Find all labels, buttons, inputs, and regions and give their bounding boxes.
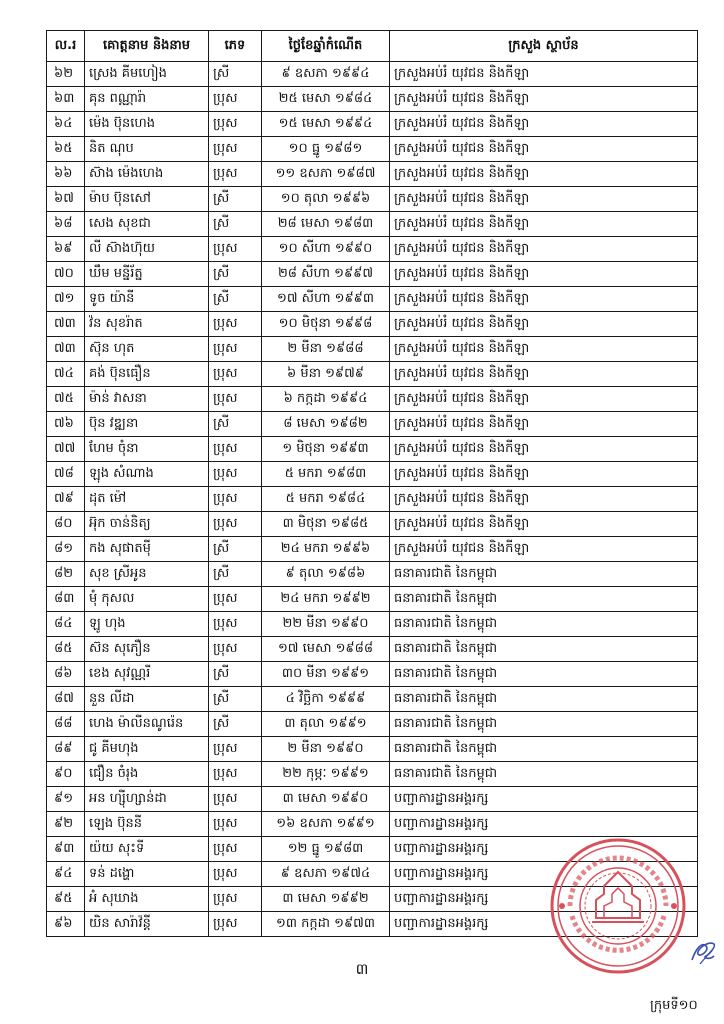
cell-name: ហែម ចុំនា — [85, 437, 209, 462]
cell-name: ទូច យ៉ានី — [85, 287, 209, 312]
cell-org: ក្រសួងអប់រំ យុវជន និងកីឡា — [390, 437, 698, 462]
cell-dob: ២២ មីនា ១៩៩០ — [262, 612, 390, 637]
cell-sex: ប្រុស — [209, 112, 262, 137]
cell-org: ក្រសួងអប់រំ យុវជន និងកីឡា — [390, 537, 698, 562]
cell-dob: ៨ មេសា ១៩៨២ — [262, 412, 390, 437]
cell-dob: ៥ មករា ១៩៨៣ — [262, 462, 390, 487]
cell-name: ទន់ ដង្ហោ — [85, 862, 209, 887]
cell-no: ៩៦ — [47, 912, 85, 937]
table-row — [47, 337, 698, 362]
cell-dob: ៣ តុលា ១៩៩១ — [262, 712, 390, 737]
cell-dob: ៦ មីនា ១៩៧៩ — [262, 362, 390, 387]
cell-no: ៩៣ — [47, 837, 85, 862]
table-row — [47, 537, 698, 562]
cell-name: ឡុង សំណាង — [85, 462, 209, 487]
cell-org: បញ្ជាការដ្ឋានអង្គរក្ស — [390, 812, 698, 837]
cell-dob: ៥ មករា ១៩៨៤ — [262, 487, 390, 512]
cell-name: ម៉ាន់ វាសនា — [85, 387, 209, 412]
cell-sex: ប្រុស — [209, 362, 262, 387]
cell-no: ៨៤ — [47, 612, 85, 637]
cell-dob: ១៥ មេសា ១៩៩៤ — [262, 112, 390, 137]
table-row — [47, 112, 698, 137]
cell-org: ក្រសួងអប់រំ យុវជន និងកីឡា — [390, 487, 698, 512]
col-header-name: គោត្តនាម និងនាម — [85, 31, 209, 62]
table-row — [47, 787, 698, 812]
cell-dob: ១ មិថុនា ១៩៩៣ — [262, 437, 390, 462]
cell-org: ក្រសួងអប់រំ យុវជន និងកីឡា — [390, 512, 698, 537]
cell-dob: ៣ មេសា ១៩៩២ — [262, 887, 390, 912]
cell-sex: ប្រុស — [209, 312, 262, 337]
cell-name: ម៉េង ប៊ុនហេង — [85, 112, 209, 137]
cell-sex: ប្រុស — [209, 137, 262, 162]
cell-dob: ៦ កក្កដា ១៩៩៤ — [262, 387, 390, 412]
page-number: ៣ — [355, 960, 369, 978]
cell-dob: ២៨ មេសា ១៩៨៣ — [262, 212, 390, 237]
group-label: ក្រុមទី១០ — [650, 998, 698, 1013]
cell-no: ៨០ — [47, 512, 85, 537]
table-row — [47, 687, 698, 712]
table-row — [47, 812, 698, 837]
cell-no: ៨៩ — [47, 737, 85, 762]
cell-sex: ប្រុស — [209, 837, 262, 862]
cell-dob: ១០ មិថុនា ១៩៩៨ — [262, 312, 390, 337]
cell-org: ក្រសួងអប់រំ យុវជន និងកីឡា — [390, 112, 698, 137]
cell-name: ឃឹម មន្នីរ័ត្ន — [85, 262, 209, 287]
cell-sex: ប្រុស — [209, 87, 262, 112]
cell-org: បញ្ជាការដ្ឋានអង្គរក្ស — [390, 787, 698, 812]
cell-name: ជូ គីមហុង — [85, 737, 209, 762]
cell-org: បញ្ជាការដ្ឋានអង្គរក្ស — [390, 862, 698, 887]
cell-org: ក្រសួងអប់រំ យុវជន និងកីឡា — [390, 287, 698, 312]
cell-sex: ប្រុស — [209, 862, 262, 887]
table-row — [47, 162, 698, 187]
table-row — [47, 87, 698, 112]
cell-dob: ៣ មេសា ១៩៩០ — [262, 787, 390, 812]
table-row — [47, 312, 698, 337]
cell-no: ៨៨ — [47, 712, 85, 737]
cell-name: មុំ កុសល — [85, 587, 209, 612]
cell-org: ធនាគារជាតិ នៃកម្ពុជា — [390, 762, 698, 787]
cell-no: ៧៩ — [47, 487, 85, 512]
cell-no: ៧៨ — [47, 462, 85, 487]
cell-no: ៩០ — [47, 762, 85, 787]
cell-sex: ស្រី — [209, 687, 262, 712]
cell-sex: ប្រុស — [209, 637, 262, 662]
cell-org: ធនាគារជាតិ នៃកម្ពុជា — [390, 637, 698, 662]
cell-org: ធនាគារជាតិ នៃកម្ពុជា — [390, 562, 698, 587]
cell-dob: ២៥ មេសា ១៩៨៤ — [262, 87, 390, 112]
cell-dob: ១២ ធ្នូ ១៩៨៣ — [262, 837, 390, 862]
table-row — [47, 612, 698, 637]
cell-sex: ប្រុស — [209, 487, 262, 512]
cell-name: អន ហ្ស៊ីហ្សាន់ដា — [85, 787, 209, 812]
cell-org: ធនាគារជាតិ នៃកម្ពុជា — [390, 737, 698, 762]
official-seal-icon — [548, 836, 688, 976]
cell-dob: ១១ ឧសភា ១៩៨៧ — [262, 162, 390, 187]
cell-name: ដុត ម៉ៅ — [85, 487, 209, 512]
cell-org: ក្រសួងអប់រំ យុវជន និងកីឡា — [390, 312, 698, 337]
table-row — [47, 362, 698, 387]
col-header-no: ល.រ — [47, 31, 85, 62]
cell-no: ៩៥ — [47, 887, 85, 912]
cell-sex: ស្រី — [209, 712, 262, 737]
cell-dob: ៩ តុលា ១៩៨៦ — [262, 562, 390, 587]
cell-org: បញ្ជាការដ្ឋានអង្គរក្ស — [390, 912, 698, 937]
cell-org: ក្រសួងអប់រំ យុវជន និងកីឡា — [390, 462, 698, 487]
cell-org: បញ្ជាការដ្ឋានអង្គរក្ស — [390, 837, 698, 862]
cell-org: ក្រសួងអប់រំ យុវជន និងកីឡា — [390, 237, 698, 262]
cell-dob: ១០ ធ្នូ ១៩៨១ — [262, 137, 390, 162]
cell-sex: ប្រុស — [209, 787, 262, 812]
cell-no: ៧៣ — [47, 337, 85, 362]
cell-sex: ប្រុស — [209, 612, 262, 637]
cell-name: ស៊ុន ហុត — [85, 337, 209, 362]
cell-dob: ៣០ មីនា ១៩៩១ — [262, 662, 390, 687]
cell-dob: ២ មីនា ១៩៩០ — [262, 737, 390, 762]
table-row — [47, 187, 698, 212]
col-header-sex: ភេទ — [209, 31, 262, 62]
cell-dob: ១៧ មេសា ១៩៨៨ — [262, 637, 390, 662]
cell-no: ៧០ — [47, 262, 85, 287]
table-row — [47, 487, 698, 512]
table-row — [47, 662, 698, 687]
table-row — [47, 762, 698, 787]
cell-org: ក្រសួងអប់រំ យុវជន និងកីឡា — [390, 337, 698, 362]
cell-no: ៧១ — [47, 287, 85, 312]
table-row — [47, 387, 698, 412]
cell-sex: ស្រី — [209, 537, 262, 562]
table-row — [47, 237, 698, 262]
cell-no: ៧៣ — [47, 312, 85, 337]
cell-no: ៦៩ — [47, 237, 85, 262]
cell-name: យ៉យ សុះទី — [85, 837, 209, 862]
cell-org: ក្រសួងអប់រំ យុវជន និងកីឡា — [390, 262, 698, 287]
cell-no: ៧៧ — [47, 437, 85, 462]
cell-sex: ប្រុស — [209, 462, 262, 487]
cell-org: ធនាគារជាតិ នៃកម្ពុជា — [390, 687, 698, 712]
cell-sex: ស្រី — [209, 187, 262, 212]
cell-name: អ៊ុក ចាន់និត្យ — [85, 512, 209, 537]
cell-sex: ស្រី — [209, 212, 262, 237]
cell-no: ៦៥ — [47, 137, 85, 162]
cell-name: ជឿន ចំរុង — [85, 762, 209, 787]
cell-name: ស្រេង គីមហៀង — [85, 62, 209, 87]
cell-dob: ១៧ សីហា ១៩៩៣ — [262, 287, 390, 312]
cell-org: ក្រសួងអប់រំ យុវជន និងកីឡា — [390, 137, 698, 162]
cell-sex: ស្រី — [209, 662, 262, 687]
cell-org: ក្រសួងអប់រំ យុវជន និងកីឡា — [390, 162, 698, 187]
cell-dob: ២ មីនា ១៩៨៨ — [262, 337, 390, 362]
cell-org: ធនាគារជាតិ នៃកម្ពុជា — [390, 712, 698, 737]
cell-sex: ប្រុស — [209, 437, 262, 462]
col-header-dob: ថ្ងៃខែឆ្នាំកំណើត — [262, 31, 390, 62]
cell-dob: ១៣ កក្កដា ១៩៧៣ — [262, 912, 390, 937]
cell-sex: ស្រី — [209, 262, 262, 287]
cell-sex: ស្រី — [209, 62, 262, 87]
cell-name: គង់ ប៊ុនធឿន — [85, 362, 209, 387]
cell-name: ប៊ុន វឌ្ឍនា — [85, 412, 209, 437]
cell-name: ខេង សុវណ្ណរី — [85, 662, 209, 687]
table-row — [47, 512, 698, 537]
cell-dob: ៩ ឧសភា ១៩៧៤ — [262, 862, 390, 887]
table-row — [47, 437, 698, 462]
cell-name: ម៉ាប ប៊ុនសៅ — [85, 187, 209, 212]
cell-sex: ប្រុស — [209, 887, 262, 912]
cell-org: ធនាគារជាតិ នៃកម្ពុជា — [390, 587, 698, 612]
cell-name: ហេង ម៉ាលីនណូរ៉េន — [85, 712, 209, 737]
table-row — [47, 62, 698, 87]
cell-no: ៨២ — [47, 562, 85, 587]
cell-org: ក្រសួងអប់រំ យុវជន និងកីឡា — [390, 212, 698, 237]
cell-no: ៨៧ — [47, 687, 85, 712]
cell-sex: ប្រុស — [209, 737, 262, 762]
cell-no: ៦៨ — [47, 212, 85, 237]
cell-dob: ២២ កុម្ភៈ ១៩៩១ — [262, 762, 390, 787]
cell-no: ៦៤ — [47, 112, 85, 137]
cell-sex: ប្រុស — [209, 512, 262, 537]
cell-sex: ប្រុស — [209, 762, 262, 787]
cell-name: ស៊ាង ម៉េងហេង — [85, 162, 209, 187]
cell-no: ៩១ — [47, 787, 85, 812]
cell-org: ក្រសួងអប់រំ យុវជន និងកីឡា — [390, 412, 698, 437]
cell-no: ៦៧ — [47, 187, 85, 212]
cell-sex: ប្រុស — [209, 912, 262, 937]
cell-org: ក្រសួងអប់រំ យុវជន និងកីឡា — [390, 187, 698, 212]
cell-org: ធនាគារជាតិ នៃកម្ពុជា — [390, 662, 698, 687]
table-row — [47, 137, 698, 162]
cell-org: ក្រសួងអប់រំ យុវជន និងកីឡា — [390, 87, 698, 112]
cell-name: ស៊ន សុភឿន — [85, 637, 209, 662]
cell-name: ឡេង ប៊ុននី — [85, 812, 209, 837]
cell-name: លី ស៊ាងហ៊ុយ — [85, 237, 209, 262]
cell-no: ៧៥ — [47, 387, 85, 412]
cell-name: គុន ពណ្ណារ៉ា — [85, 87, 209, 112]
roster-table — [46, 30, 698, 937]
table-row — [47, 562, 698, 587]
cell-name: វ៉ន សុខរ៉ាត — [85, 312, 209, 337]
cell-sex: ស្រី — [209, 562, 262, 587]
cell-name: សេង សុខជា — [85, 212, 209, 237]
table-row — [47, 637, 698, 662]
table-row — [47, 462, 698, 487]
table-row — [47, 212, 698, 237]
cell-dob: ១០ តុលា ១៩៩៦ — [262, 187, 390, 212]
col-header-org: ក្រសួង ស្ថាប័ន — [390, 31, 698, 62]
cell-sex: ប្រុស — [209, 387, 262, 412]
cell-name: និត ណុប — [85, 137, 209, 162]
cell-no: ៧៤ — [47, 362, 85, 387]
cell-no: ៨៣ — [47, 587, 85, 612]
cell-sex: ស្រី — [209, 287, 262, 312]
cell-dob: ២៤ មករា ១៩៩៦ — [262, 537, 390, 562]
cell-org: ធនាគារជាតិ នៃកម្ពុជា — [390, 612, 698, 637]
cell-sex: ស្រី — [209, 412, 262, 437]
cell-dob: ៤ វិច្ឆិកា ១៩៩៩ — [262, 687, 390, 712]
cell-name: សុខ ស្រីអូន — [85, 562, 209, 587]
cell-org: ក្រសួងអប់រំ យុវជន និងកីឡា — [390, 62, 698, 87]
cell-no: ៦២ — [47, 62, 85, 87]
cell-sex: ប្រុស — [209, 812, 262, 837]
cell-sex: ប្រុស — [209, 162, 262, 187]
cell-dob: ១៦ ឧសភា ១៩៩១ — [262, 812, 390, 837]
cell-dob: ២៤ មករា ១៩៩២ — [262, 587, 390, 612]
cell-no: ៩២ — [47, 812, 85, 837]
cell-name: នួន លីដា — [85, 687, 209, 712]
cell-name: ឡូ ហុង — [85, 612, 209, 637]
cell-no: ៨៦ — [47, 662, 85, 687]
cell-org: បញ្ជាការដ្ឋានអង្គរក្ស — [390, 887, 698, 912]
cell-name: យិន សារ៉ាវ៉ន្តី — [85, 912, 209, 937]
table-row — [47, 587, 698, 612]
table-row — [47, 412, 698, 437]
cell-no: ៦៦ — [47, 162, 85, 187]
cell-dob: ៣ មិថុនា ១៩៨៥ — [262, 512, 390, 537]
cell-no: ៦៣ — [47, 87, 85, 112]
cell-sex: ប្រុស — [209, 337, 262, 362]
cell-dob: ៩ ឧសភា ១៩៩៤ — [262, 62, 390, 87]
cell-sex: ប្រុស — [209, 587, 262, 612]
cell-no: ៨៥ — [47, 637, 85, 662]
cell-no: ៩៤ — [47, 862, 85, 887]
cell-dob: ១០ សីហា ១៩៩០ — [262, 237, 390, 262]
cell-name: អំ សុឃាង — [85, 887, 209, 912]
table-row — [47, 712, 698, 737]
cell-org: ក្រសួងអប់រំ យុវជន និងកីឡា — [390, 387, 698, 412]
cell-no: ៨១ — [47, 537, 85, 562]
table-row — [47, 262, 698, 287]
cell-no: ៧៦ — [47, 412, 85, 437]
header-row — [47, 31, 698, 62]
cell-org: ក្រសួងអប់រំ យុវជន និងកីឡា — [390, 362, 698, 387]
table-row — [47, 287, 698, 312]
cell-name: កង សុផាតម៉ី — [85, 537, 209, 562]
table-row — [47, 737, 698, 762]
cell-sex: ប្រុស — [209, 237, 262, 262]
cell-dob: ២៨ សីហា ១៩៩៧ — [262, 262, 390, 287]
